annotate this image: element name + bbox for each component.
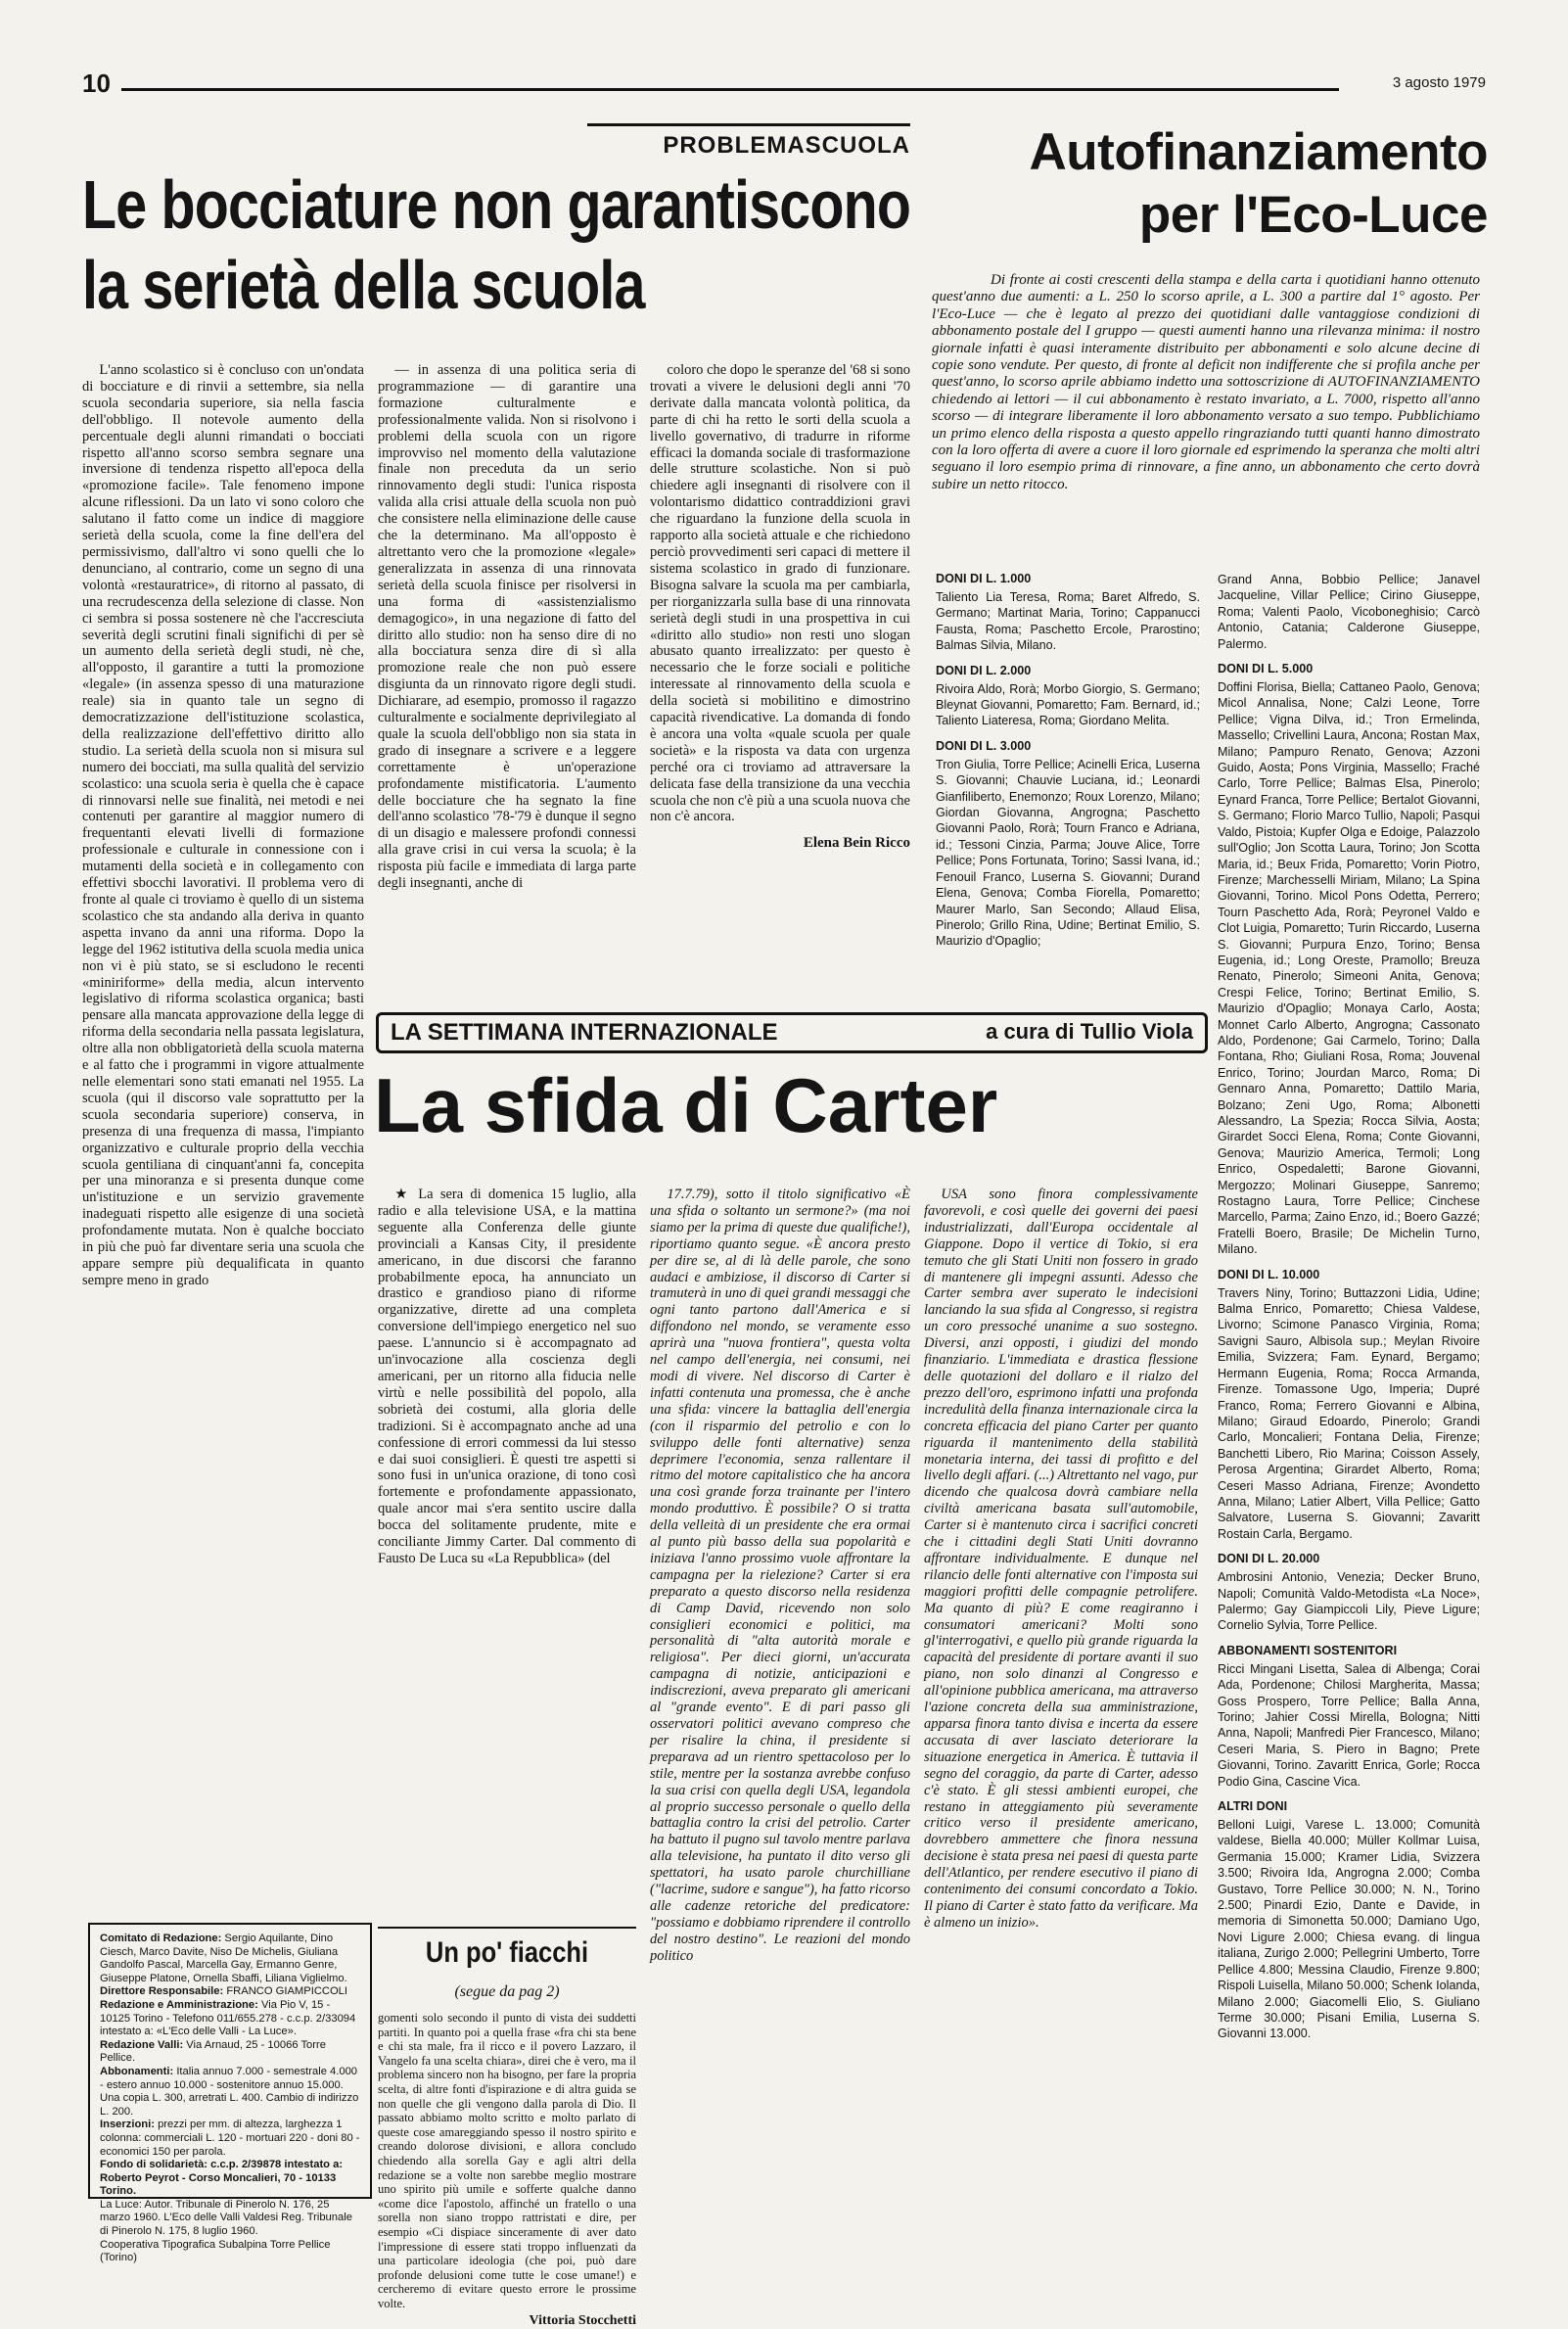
settimana-label: LA SETTIMANA INTERNAZIONALE	[391, 1019, 778, 1046]
donor-list: Rivoira Aldo, Rorà; Morbo Giorgio, S. Germano; Bleynat Giovanni, Pomaretto; Fam. Bernard, id.; Taliento Liateresa, Roma; Giordano Melita.	[936, 681, 1200, 728]
donor-list: Taliento Lia Teresa, Roma; Baret Alfredo, S. Germano; Martinat Maria, Torino; Cappanucci Fausta, Roma; Paschetto Ercole, Prarostino; Balmas Silvia, Milano.	[936, 590, 1200, 653]
article-text: ★ La sera di domenica 15 luglio, alla radio e alla televisione USA, e la mattina seguente alla Conferenza delle giunte provinciali a Kansas City, il presidente americano, in due discorsi che faranno probabilmente epoca, ha annunciato un drastico e grandioso piano di riforme organizzative, dirette ad una completa conversione dell'impiego energetico nel suo paese. L'annuncio si è accompagnato ad un'invocazione alla coscienza degli americani, per un ritorno alla fiducia nelle virtù e nelle possibilità del popolo, alla sobrietà dei costumi, alla gloria delle tradizioni. Si è accompagnato anche ad una confessione di errori commessi da lui stesso e dai suoi consiglieri. È questi tre aspetti si sono fusi in un'unica orazione, di tono così fortemente e profondamente appassionato, quale ancor mai s'era sentito uscire dalla bocca del solitamente prudente, mite e conciliante Jimmy Carter. Dal commento di Fausto De Luca su «La Repubblica» (del	[378, 1187, 636, 1566]
donor-heading: ALTRI DONI	[1218, 1799, 1288, 1814]
donor-list: Ambrosini Antonio, Venezia; Decker Bruno, Napoli; Comunità Valdo-Metodista «La Noce», Palermo; Gay Giampiccoli Lily, Pieve Ligure; Cornelio Sylvia, Torre Pellice.	[1218, 1570, 1480, 1633]
colophon-text: Cooperativa Tipografica Subalpina Torre Pellice (Torino)	[100, 2238, 331, 2264]
autofin-title-line-2: per l'Eco-Luce	[1138, 186, 1488, 244]
autofin-title-line-1: Autofinanziamento	[1029, 123, 1488, 181]
page-number: 10	[82, 69, 111, 98]
colophon-label: Inserzioni:	[100, 2119, 155, 2131]
donor-heading: DONI DI L. 5.000	[1218, 662, 1314, 676]
colophon-text: Sergio Aquilante, Dino Ciesch, Marco Davite, Niso De Michelis, Giuliana Gandolfo Pascal, Marcella Gay, Ermanno Genre, Giuseppe Platone, Ornella Sbaffi, Liliana Viglielmo.	[100, 1933, 347, 1984]
poco-column	[378, 2011, 636, 2329]
donor-list: Doffini Florisa, Biella; Cattaneo Paolo, Genova; Micol Annalisa, None; Calzi Leone, Torre Pellice; Vigna Dilva, id.; Tron Ermelinda, Massello; Crivellini Laura, Ancona; Rostan Max, Milano; Pampuro Renato, Genova; Azzoni Guido, Aosta; Pons Virginia, Massello; Fraché Carlo, Torre Pellice; Balmas Elsa, Pinerolo; Eynard Franca, Torre Pellice; Bertalot Giovanni, S. Germano; Florio Marco Tullio, Napoli; Pasqui Valdo, Pistoia; Kupfer Olga e Edoige, Palazzolo sull'Oglio; Jon Scotta Laura, Torino; Jon Scotta Maria, id.; Beux Frida, Pomaretto; Vorin Piotro, Firenze; Marchesselli Miriam, Milano; La Spina Giovanni, Torino. Micol Pons Odetta, Perrero; Tourn Paschetto Ada, Rorà; Peyronel Valdo e Clot Luigia, Pomaretto; Turin Riccardo, Luserna S. Giovanni; Purpura Enzo, Torino; Bensa Eugenia, id.; Long Oreste, Pramollo; Breuza Renato, Pinerolo; Simeoni Anita, Genova; Crespi Felice, Torino; Bertinat Emilio, S. Maurizio d'Opaglio; Monaya Carlo, Aosta; Monnet Carlo Alberto, Angrogna; Cassonato Aldo, Pordenone; Gai Carmelo, Torino; Dalla Fontana, Rho; Giuliani Rosa, Roma; Jouvenal Enrico, Torino; Jourdan Marco, Roma; Di Gennaro Anna, Pomaretto; Dattilo Maria, Bolzano; Zeni Ugo, Roma; Albonetti Alessandro, La Spezia; Rocca Silvia, Aosta; Girardet Socci Elena, Roma; Conte Giovanni, Genova; Maurizio America, Termoli; Long Enrico, Ospedaletti; Barone Giovanni, Mergozzo; Molinari Giuseppe, Sanremo; Rostagno Laura, Torre Pellice; Cinchese Marcello, Parma; Zaino Enzo, id.; Boero Gazzé; Fratelli Boero, Brasile; De Michelin Turno, Milano.	[1218, 680, 1480, 1257]
main-headline	[82, 164, 911, 325]
poco-rule	[378, 1927, 636, 1929]
carter-column-2	[650, 1187, 910, 2291]
donor-list: Ricci Mingani Lisetta, Salea di Albenga; Corai Ada, Pordenone; Chilosi Margherita, Massa; Goss Prospero, Torre Pellice; Balla Anna, Torino; Jahier Cossi Mirella, Bologna; Nitti Anna, Napoli; Manfredi Pier Francesco, Milano; Ceseri Maria, S. Piero in Bagno; Prete Giovanni, Torino. Zavaritt Enrica, Gorle; Rocca Podio Gina, Cascine Vica.	[1218, 1661, 1480, 1789]
poco-headline: Un po' fiacchi	[425, 1936, 589, 1969]
issue-date: 3 agosto 1979	[1392, 74, 1486, 91]
donor-heading: DONI DI L. 3.000	[936, 738, 1032, 753]
article-text: L'anno scolastico si è concluso con un'ondata di bocciature e di rinvii a settembre, sia nella scuola secondaria superiore, sia nella fascia dell'obbligo. Il notevole aumento della percentuale degli alunni rimandati o bocciati rispetto all'anno scorso sembra segnare una inversione di tendenza rispetto all'epoca della «promozione facile». Tale fenomeno impone alcune riflessioni. Da un lato vi sono coloro che salutano il fatto come un indice di maggiore serietà della scuola, come la fine dell'era del permissivismo, dall'altro vi sono quelli che lo denunciano, al contrario, come un segno di una volontà «restauratrice», di ritorno al passato, di una recrudescenza della selezione di classe. Non ci sembra si possa sostenere nè che l'accresciuta severità degli scrutini finali significhi di per sè un aumento della serietà degli studi, nè che, all'opposto, il garantire a tutti la promozione «legale» (in assenza spesso di una maturazione reale) sia in quanto tale un segno di democratizzazione dell'istituzione scolastica, della realizzazione dell'effettivo diritto allo studio. La serietà della scuola non si misura sul numero dei bocciati, ma sulla qualità del servizio scolastico: una scuola seria è quella che è capace di rinnovarsi nelle sue finalità, nei metodi e nei contenuti per garantire al maggior numero di frequentanti elevati livelli di formazione professionale e culturale in connessione con i mutamenti della società e in collegamento con effettivi sbocchi lavorativi. Il problema vero di fronte al quale ci troviamo è quello di un sistema scolastico che sta andando alla deriva in quanto aspetta invano da anni una riforma. Dopo la legge del 1962 istitutiva della scuola media unica non vi è più stato, se si escludono le recenti «miniriforme» della media, alcun intervento legislativo di riforma scolastica organica; basti pensare alla mancata approvazione della legge di riforma della secondaria nella passata legislatura, oltre alla non obbligatorietà della scuola materna e al fatto che i programmi in vigore attualmente nelle elementari sono stati emanati nel 1955. La scuola (qui il discorso vale soprattutto per la scuola secondaria superiore) conserva, in presenza di una frequenza di massa, l'impianto organizzativo e culturale proprio della vecchia scuola gentiliana di cinquant'anni fa, concepita per una minoranza e si presenta dunque come un'istituzione e un servizio gravemente inadeguati rispetto alle esigenze di una società profondamente mutata. Non è qualche bocciato in più che può far diventare seria una scuola che appare sempre più dequalificata in quanto sempre meno in grado	[82, 362, 364, 1288]
donor-list: Travers Niny, Torino; Buttazzoni Lidia, Udine; Balma Enrico, Pomaretto; Chiesa Valdese, Livorno; Scimone Panasco Virginia, Roma; Savigni Sauro, Albisola sup.; Meylan Rivoire Emilia, Svizzera; Fam. Eynard, Bergamo; Hermann Eugenia, Roma; Rocca Armanda, Firenze. Tomassone Ugo, Imperia; Dupré Franco, Roma; Ferrero Giovanni e Albina, Milano; Giraud Edoardo, Pinerolo; Grandi Carlo, Moncalieri; Fontana Delia, Firenze; Banchetti Libero, Rio Marina; Coisson Assely, Perosa Argentina; Girardet Alberto, Roma; Ceseri Masso Adriana, Firenze; Avondetto Anna, Milano; Latier Albert, Villa Pellice; Gatto Salvatore, Luserna S. Giovanni; Zavaritt Rostain Carla, Bergamo.	[1218, 1285, 1480, 1541]
colophon-box	[88, 1923, 372, 2264]
autofin-intro: Di fronte ai costi crescenti della stampa e della carta i quotidiani hanno ottenuto quest'anno due aumenti: a L. 250 lo scorso aprile, a L. 300 a partire dal 1° agosto. Per l'Eco-Luce — che è legato al prezzo dei quotidiani dalle vantaggiose condizioni di abbonamento postale del I gruppo — questi aumenti hanno una rilevanza minima: il nostro giornale infatti è quasi interamente distribuito per abbonamenti e solo alcune decine di copie sono vendute. Per questo, di fronte al deficit non indifferente che si profila anche per quest'anno, lo scorso aprile abbiamo indetto una sottoscrizione di AUTOFINANZIAMENTO chiedendo ai lettori — il cui abbonamento è restato invariato, a L. 7000, rispetto all'anno scorso — di integrare liberamente il loro abbonamento versato a suo tempo. Pubblichiamo un primo elenco della risposta a questo appello ringraziando tutti quanti hanno dimostrato con la loro offerta di avere a cuore il loro giornale ed esprimendo la speranza che molti altri seguano il loro esempio prima di rinnovare, a fine anno, un abbonamento che certo dovrà subire un netto ritocco.	[932, 272, 1480, 492]
donor-heading: DONI DI L. 10.000	[1218, 1267, 1320, 1281]
poco-subtitle: (segue da pag 2)	[454, 1983, 560, 2000]
donor-heading: ABBONAMENTI SOSTENITORI	[1218, 1643, 1398, 1657]
donor-heading: DONI DI L. 2.000	[936, 663, 1032, 677]
poco-signature: Vittoria Stocchetti	[529, 2313, 636, 2329]
headline-line-2: la serietà della scuola	[82, 247, 645, 323]
colophon-text: Via Pio V, 15 - 10125 Torino - Telefono 011/655.278 - c.c.p. 2/33094 intestato a: «L'Eco delle Valli - La Luce».	[100, 1998, 356, 2038]
carter-headline: La sfida di Carter	[374, 1062, 998, 1148]
headline-line-1: Le bocciature non garantiscono	[82, 166, 911, 243]
article-column-3	[650, 362, 910, 1001]
colophon-text: prezzi per mm. di altezza, larghezza 1 colonna: commerciali L. 120 - mortuari 220 - doni 80 - economici 150 per parola.	[100, 2119, 360, 2158]
donor-column-left	[936, 572, 1200, 1001]
settimana-author: a cura di Tullio Viola	[986, 1019, 1193, 1044]
section-kicker: PROBLEMASCUOLA	[587, 123, 910, 163]
colophon-label: Redazione Valli:	[100, 2038, 184, 2051]
article-column-1	[82, 362, 364, 1909]
colophon-label: Abbonamenti:	[100, 2065, 174, 2077]
donor-heading: DONI DI L. 20.000	[1218, 1552, 1320, 1566]
donor-column-right	[1218, 572, 1480, 2291]
article-text: — in assenza di una politica seria di programmazione — di garantire una formazione culturalmente e professionalmente valida. Non si risolvono i problemi della scuola con un rigore improvviso nel momento della valutazione finale non preceduta da un serio rinnovamento degli studi: l'unica risposta valida alla crisi attuale della scuola non può che consistere nella eliminazione delle cause che la determinano. Ma all'opposto è altrettanto vero che la promozione «legale» generalizzata in assenza di una rinnovata serietà della scuola finisce per risolversi in una forma di «assistenzialismo demagogico», in una negazione di fatto del diritto allo studio: non ha senso dire di no alla bocciatura senza dire di sì alla promozione reale che non può essere disgiunta da un rinnovato rigore degli studi. Dichiarare, ad esempio, promosso il ragazzo culturalmente e socialmente deprivilegiato al quale la scuola dell'obbligo non sia stata in grado di insegnare a scrivere e a leggere correttamente è un'operazione profondamente mistificatoria. L'aumento delle bocciature che ha segnato la fine dell'anno scolastico '78-'79 è dunque il segno di un disagio e malessere profondi connessi alla grave crisi in cui versa la scuola; è la risposta più facile e immediata di larga parte degli insegnanti, anche di	[378, 362, 636, 892]
donor-list: Tron Giulia, Torre Pellice; Acinelli Erica, Luserna S. Giovanni; Chauvie Luciana, id.; Leonardi Gianfiliberto, Enemonzo; Roux Lorenzo, Milano; Giordan Giovanna, Angrogna; Paschetto Giovanni Paolo, Rorà; Tourn Franco e Adriana, id.; Tessoni Cinzia, Parma; Jouve Alice, Torre Pellice; Pons Fortunata, Torino; Sassi Ivana, id.; Fenouil Franco, Luserna S. Giovanni; Durand Elena, Genova; Comba Fiorella, Pomaretto; Maurer Marlo, San Secondo; Allaud Elisa, Pinerolo; Grillo Rina, Udine; Bertinat Emilio, S. Maurizio d'Opaglio;	[936, 757, 1200, 949]
settimana-banner	[376, 1012, 1208, 1053]
article-text: USA sono finora complessivamente favorevoli, e così quelle dei governi dei paesi industrializzati, dall'Europa occidentale al Giappone. Dopo il vertice di Tokio, si era temuto che gli Stati Uniti non fossero in grado di mantenere gli impegni assunti. Adesso che Carter sembra aver superato le indecisioni lanciando la sua sfida al Congresso, si registra un coro pressoché unanime a suo sostegno. Diversi, anzi opposti, i giudizi del mondo finanziario. L'immediata e drastica flessione delle quotazioni del dollaro e il rialzo del prezzo dell'oro, esprimono infatti una profonda incredulità della finanza internazionale circa la concreta efficacia del piano Carter per quanto riguarda il mantenimento della stabilità monetaria interna, dei tassi di profitto e del livello degli affari. (...) Altrettanto nel vago, pur dicendo che qualcosa dovrà cambiare nella civiltà americana basata sull'automobile, Carter si è mantenuto circa i sacrifici concreti che i cittadini degli Stati Uniti dovranno affrontare individualmente. E dunque nel rilancio delle fonti alternative con l'imposta sui maggiori profitti delle compagnie petrolifere. Ma quanto di più? E come reagiranno i consumatori americani? Molti sono gl'interrogativi, e quello più grande riguarda la capacità del presidente di portare avanti il suo piano, non solo dinanzi al Congresso e all'opinione pubblica americana, ma attraverso l'azione concreta della sua amministrazione, apparsa finora tanto divisa e incerta da essere accusata di aver lasciato deteriorare la situazione energetica in America. È tuttavia il segno del coraggio, da parte di Carter, adesso c'è stato. È gli stessi ambienti europei, che restano in atteggiamento più severamente critico verso il presidente americano, dovrebbero ammettere che finora nessuna decisione è stata presa nei paesi di questa parte dell'Atlantico, per rendere esecutivo il piano di contenimento dei consumi concordato a Tokio. Il piano di Carter è stato fatto da verificare. Ma è almeno un inizio».	[924, 1187, 1198, 1931]
carter-column-3	[924, 1187, 1198, 2291]
article-signature: Elena Bein Ricco	[803, 835, 910, 852]
donor-list: Belloni Luigi, Varese L. 13.000; Comunità valdese, Biella 40.000; Müller Kollmar Luisa, Germania 15.000; Kramer Lidia, Svizzera 3.500; Rivoira Ida, Angrogna 2.000; Comba Gustavo, Torre Pellice 30.000; N. N., Torino 2.500; Pinardi Ezio, Dante e Davide, in memoria di Simonetta 50.000; Damiano Ugo, Novi Ligure 2.000; Chiesa evang. di lingua italiana, Zurigo 2.000; Pellegrini Umberto, Torre Pellice 4.800; Messina Claudio, Firenze 9.800; Rispoli Luisella, Milano 50.000; Schenk Iolanda, Milano 2.000; Giacomelli Elio, S. Giuliano Terme 30.000; Pisani Emilia, Luserna S. Giovanni 13.000.	[1218, 1818, 1480, 2041]
colophon-text: La Luce: Autor. Tribunale di Pinerolo N. 176, 25 marzo 1960. L'Eco delle Valli Valdesi Reg. Tribunale di Pinerolo N. 175, 8 luglio 1960.	[100, 2198, 352, 2238]
article-text: gomenti solo secondo il punto di vista dei suddetti partiti. In quanto poi a quella frase «fra chi sta bene e chi sta male, fra il ricco e il povero Lazzaro, il Vangelo fa una scelta chiara», direi che è vero, ma il problema sincero non ha bisogno, per fare la propria scelta, di altre fonti d'ispirazione e di altra guida se non quelle che gli vengono dalla parola di Dio. Il passato abbiamo molto scritto e molto parlato di queste cose amareggiando spesso il nostro spirito e creando dolorose divisioni, e allora concludo chiedendo alla sorella Gay e agli altri della redazione se a volte non sarebbe meglio mostrare uno spirito più umile e sofferte qualche danno «come dice l'apostolo, affinché un fratello o una sorella non siano troppo rattristati e dire, per esempio «Ci dispiace sinceramente di aver dato l'impressione di essere stati troppo influenzati da una particolare ideologia (che poi, può dare profonde delusioni come tutte le cose umane!) e cercheremo di evitare questo errore le prossime volte.	[378, 2011, 636, 2310]
colophon-text: Via Arnaud, 25 - 10066 Torre Pellice.	[100, 2038, 326, 2065]
header-rule	[121, 88, 1339, 91]
autofin-title	[959, 121, 1488, 247]
article-column-2	[378, 362, 636, 1001]
article-text: coloro che dopo le speranze del '68 si sono trovati a vivere le delusioni degli anni '70 derivate dalla mancata volontà politica, da parte di chi ha retto le sorti della scuola a livello governativo, di tradurre in riforme efficaci la domanda sociale di trasformazione delle strutture scolastiche. Non si può chiedere agli insegnanti di risolvere con il volontarismo didattico contraddizioni gravi che riguardano la funzione della scuola in rapporto alla società attuale e che richiedono perciò provvedimenti seri capaci di mettere il sistema scolastico in grado di funzionare. Bisogna salvare la scuola ma per cambiarla, per riorganizzarla sulla base di una rinnovata serietà degli studi in una prospettiva in cui «diritto allo studio» non resti uno slogan abusato quanto irrealizzato: per questo è necessario che le forze sociali e politiche interessate al rinnovamento della scuola e della società si mobilitino e dimostrino capacità rivendicative. La domanda di fondo è ancora una volta «quale scuola per quale società» e la risposta va data con urgenza perché ora ci troviamo ad attraversare la delicata fase della transizione da una vecchia scuola che non c'è più a una scuola nuova che non c'è ancora.	[650, 362, 910, 825]
page-header	[82, 59, 1486, 98]
article-text: 17.7.79), sotto il titolo significativo «È una sfida o soltanto un sermone?» (ma noi siamo per la prima di queste due qualifiche!), riportiamo quanto segue. «È ancora presto per dire se, al di là delle parole, che sono audaci e ambiziose, il discorso di Carter si tramuterà in uno di quei grandi messaggi che ogni tanto partono dall'America e si diffondono nel mondo, se veramente esso aprirà una "nuova frontiera", questa volta nel campo dell'energia, nei consumi, nei modi di vivere. Nel discorso di Carter è infatti contenuta una promessa, che è anche una sfida: vincere la battaglia dell'energia (con il risparmio del petrolio e con lo sviluppo delle fonti alternative) senza deprimere l'economia, senza rallentare il ritmo del motore capitalistico che ha ancora una così grande forza trainante per l'intero mondo produttivo. È possibile? O si tratta della velleità di un presidente che era ormai al punto più basso della sua popolarità e iniziava l'anno prossimo vuole affrontare la campagna per la rielezione? Carter si era preparato a questo discorso nella residenza di Camp David, ricevendo non solo consiglieri economici e politici, ma personalità di "alta autorità morale e religiosa". Per dieci giorni, un'accurata campagna di notizie, anticipazioni e indiscrezioni, aveva preparato gli americani al "grande evento". E di pari passo gli osservatori politici avevano compreso che per risalire la china, il presidente si preparava ad un rientro spettacoloso per lo stile, mentre per la sostanza avrebbe confuso la sua crisi con quella degli USA, legandola al proprio successo personale o quello della battaglia contro la crisi del petrolio. Carter ha battuto il pugno sul tavolo mentre parlava alla televisione, ha puntato il dito verso gli spettatori, ha usato parole churchilliane ("lacrime, sudore e sangue"), ha fatto ricorso alle cadenze retoriche del predicatore: "possiamo e dobbiamo riprendere il controllo del nostro destino". Le reazioni del mondo politico	[650, 1187, 910, 1964]
carter-column-1	[378, 1187, 636, 1913]
colophon-label: Direttore Responsabile:	[100, 1985, 224, 1998]
colophon-text: FRANCO GIAMPICCOLI	[226, 1985, 348, 1998]
donor-heading: DONI DI L. 1.000	[936, 572, 1032, 585]
colophon-fondo: Fondo di solidarietà: c.c.p. 2/39878 intestato a: Roberto Peyrot - Corso Moncalieri, 70 - 10133 Torino.	[100, 2159, 344, 2198]
colophon-label: Redazione e Amministrazione:	[100, 1998, 258, 2011]
colophon-text: Italia annuo 7.000 - semestrale 4.000 - estero annuo 10.000 - sostenitore annuo 15.000. Una copia L. 300, arretrati L. 400. Cambio di indirizzo L. 200.	[100, 2065, 359, 2118]
colophon-label: Comitato di Redazione:	[100, 1933, 222, 1944]
donor-list: Grand Anna, Bobbio Pellice; Janavel Jacqueline, Villar Pellice; Cirino Giuseppe, Roma; Valenti Paolo, Vicoboneghisio; Carcò Antonio, Catania; Calderone Giuseppe, Palermo.	[1218, 573, 1480, 651]
